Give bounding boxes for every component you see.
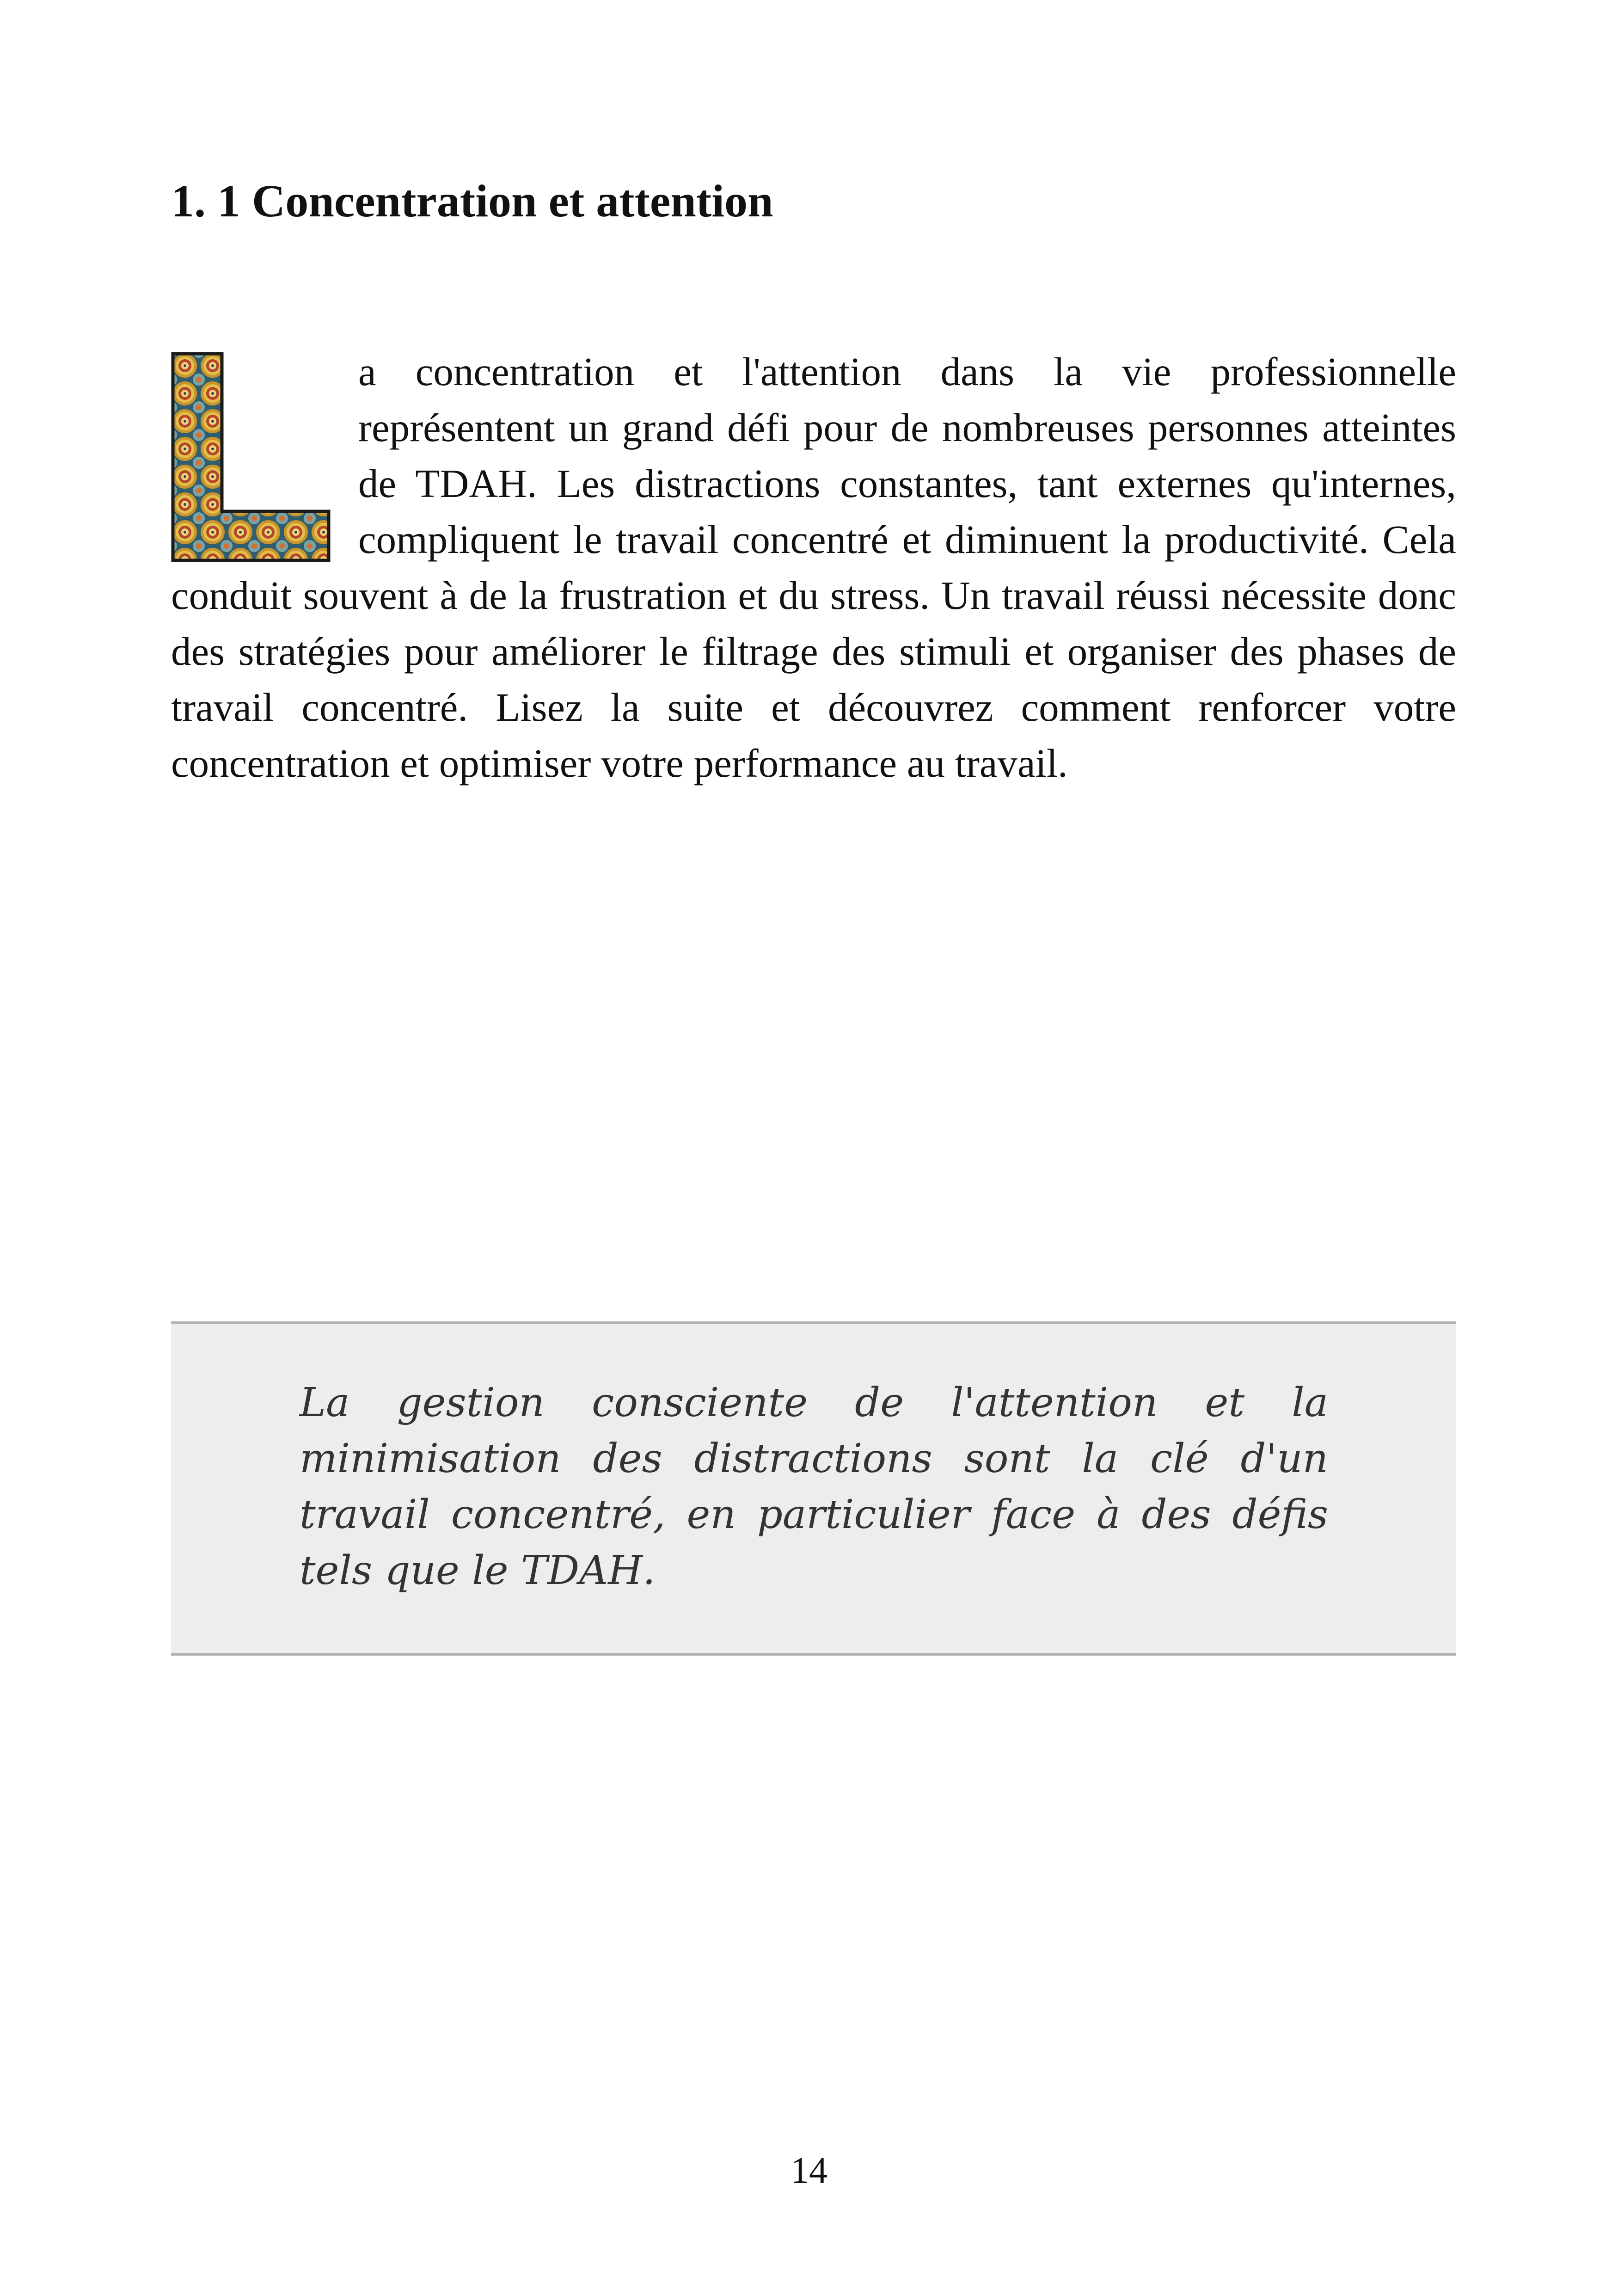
intro-paragraph-text: a concentration et l'attention dans la vie professionnelle représentent un grand défi pour de nombreuses personnes atteintes de TDAH. Les distractions constantes, tant externes qu'internes, compliquent le travail concentré et diminuent la productivité. Cela conduit souvent à de la frustration et du stress. Un travail réussi nécessite donc des stratégies pour améliorer le filtrage des stimuli et organiser des phases de travail concentré. Lisez la suite et découvrez comment renforcer votre concentration et optimiser votre performance au travail.	[171, 349, 1456, 786]
dropcap-pattern-graphic	[171, 352, 331, 562]
ornamental-dropcap-letter	[171, 352, 331, 562]
page-number: 14	[791, 2150, 827, 2191]
intro-paragraph-block	[171, 344, 1456, 791]
callout-quote-text: La gestion consciente de l'attention et la minimisation des distractions sont la clé d'un travail concentré, en particulier face à des défis tels que le TDAH.	[300, 1380, 1328, 1594]
section-heading: 1. 1 Concentration et attention	[171, 175, 773, 227]
callout-box	[171, 1321, 1456, 1656]
